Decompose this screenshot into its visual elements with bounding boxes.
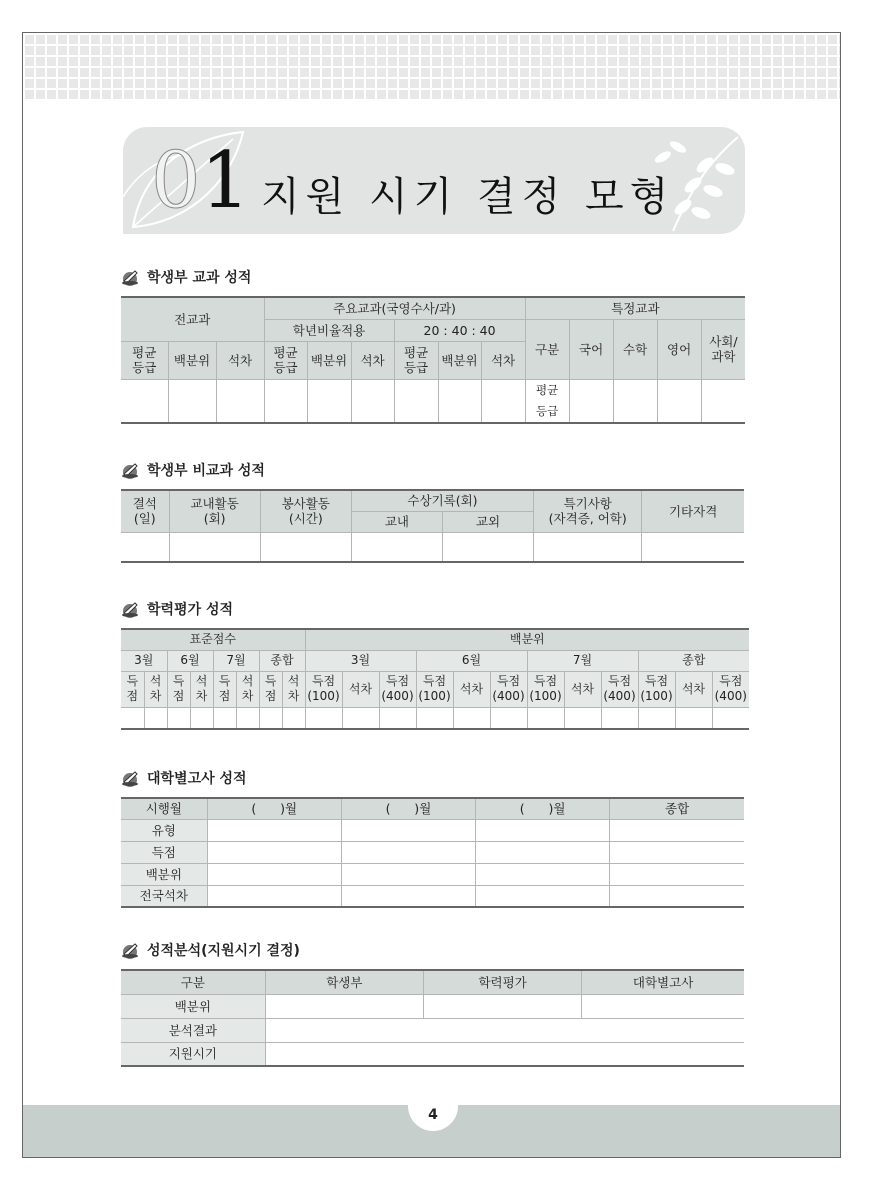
col-rank: 석차 xyxy=(675,671,712,707)
input-cell[interactable] xyxy=(610,863,744,885)
input-cell[interactable] xyxy=(476,863,610,885)
section-mock-exam xyxy=(121,598,747,730)
input-cell[interactable] xyxy=(236,707,259,729)
section-analysis xyxy=(121,939,744,1067)
header-mock-exam: 학력평가 xyxy=(423,970,581,994)
header-ratio-label: 학년비율적용 xyxy=(264,319,394,341)
col-avg-grade: 평균 등급 xyxy=(394,341,438,379)
header-month-blank: ( )월 xyxy=(207,798,341,819)
university-exam-table xyxy=(121,797,744,908)
col-rank: 석차 xyxy=(351,341,394,379)
pencil-icon xyxy=(121,461,139,479)
row-label-type: 유형 xyxy=(121,819,207,841)
header-absence: 결석 (일) xyxy=(121,490,169,532)
col-score-100: 득점 (100) xyxy=(638,671,675,707)
section-school-record-grades xyxy=(121,266,744,424)
header-month: 3월 xyxy=(121,650,167,671)
input-cell[interactable] xyxy=(416,707,453,729)
input-cell[interactable] xyxy=(638,707,675,729)
input-cell[interactable] xyxy=(265,1018,744,1042)
input-cell[interactable] xyxy=(264,379,307,423)
input-cell[interactable] xyxy=(701,379,745,423)
page-frame xyxy=(22,32,841,1158)
header-all-subjects: 전교과 xyxy=(121,297,264,341)
col-percentile: 백분위 xyxy=(307,341,351,379)
input-cell[interactable] xyxy=(121,379,168,423)
header-category: 구분 xyxy=(121,970,265,994)
section-university-exam xyxy=(121,767,744,908)
col-score: 득 점 xyxy=(259,671,282,707)
col-rank: 석 차 xyxy=(236,671,259,707)
pencil-icon xyxy=(121,600,139,618)
section-title: 대학별고사 성적 xyxy=(147,771,247,787)
input-cell[interactable] xyxy=(610,885,744,907)
input-cell[interactable] xyxy=(610,819,744,841)
header-month-blank: ( )월 xyxy=(476,798,610,819)
col-percentile: 백분위 xyxy=(438,341,481,379)
col-score-400: 득점 (400) xyxy=(379,671,416,707)
col-score-400: 득점 (400) xyxy=(712,671,749,707)
input-cell[interactable] xyxy=(341,841,475,863)
row-label-analysis-result: 분석결과 xyxy=(121,1018,265,1042)
input-cell[interactable] xyxy=(453,707,490,729)
header-month: 7월 xyxy=(213,650,259,671)
row-label-avg-grade: 평균 등급 xyxy=(525,379,569,423)
input-cell[interactable] xyxy=(121,532,169,562)
input-cell[interactable] xyxy=(168,379,216,423)
input-cell[interactable] xyxy=(564,707,601,729)
input-cell[interactable] xyxy=(476,819,610,841)
grades-table xyxy=(121,296,745,424)
header-school-record: 학생부 xyxy=(265,970,423,994)
header-subject: 수학 xyxy=(613,319,657,379)
input-cell[interactable] xyxy=(305,707,342,729)
page-number: 4 xyxy=(408,1095,458,1131)
analysis-table xyxy=(121,969,744,1067)
header-subject: 영어 xyxy=(657,319,701,379)
col-score: 득 점 xyxy=(213,671,236,707)
col-score-100: 득점 (100) xyxy=(416,671,453,707)
input-cell[interactable] xyxy=(675,707,712,729)
input-cell[interactable] xyxy=(582,994,744,1018)
header-other-qualifications: 기타자격 xyxy=(642,490,744,532)
header-exam-month: 시행월 xyxy=(121,798,207,819)
input-cell[interactable] xyxy=(341,885,475,907)
row-label-national-rank: 전국석차 xyxy=(121,885,207,907)
col-score-400: 득점 (400) xyxy=(490,671,527,707)
section-title: 성적분석(지원시기 결정) xyxy=(147,943,300,959)
col-score-100: 득점 (100) xyxy=(527,671,564,707)
input-cell[interactable] xyxy=(481,379,525,423)
header-month: 6월 xyxy=(416,650,527,671)
input-cell[interactable] xyxy=(342,707,379,729)
section-non-academic xyxy=(121,459,744,563)
header-total: 종합 xyxy=(610,798,744,819)
header-month: 종합 xyxy=(259,650,305,671)
col-score-100: 득점 (100) xyxy=(305,671,342,707)
input-cell[interactable] xyxy=(642,532,744,562)
row-label-score: 득점 xyxy=(121,841,207,863)
non-academic-table xyxy=(121,489,744,563)
input-cell[interactable] xyxy=(490,707,527,729)
chapter-title: 지원 시기 결정 모형 xyxy=(261,174,675,220)
header-award-internal: 교내 xyxy=(351,511,442,532)
header-grid-pattern xyxy=(23,33,840,99)
input-cell[interactable] xyxy=(213,707,236,729)
col-score: 득 점 xyxy=(167,671,190,707)
input-cell[interactable] xyxy=(610,841,744,863)
col-score: 득 점 xyxy=(121,671,144,707)
input-cell[interactable] xyxy=(476,885,610,907)
input-cell[interactable] xyxy=(379,707,416,729)
section-title: 학생부 교과 성적 xyxy=(147,270,252,286)
input-cell[interactable] xyxy=(569,379,613,423)
header-university-exam: 대학별고사 xyxy=(582,970,744,994)
input-cell[interactable] xyxy=(307,379,351,423)
input-cell[interactable] xyxy=(260,532,351,562)
row-label-application-timing: 지원시기 xyxy=(121,1042,265,1066)
input-cell[interactable] xyxy=(282,707,305,729)
input-cell[interactable] xyxy=(442,532,533,562)
input-cell[interactable] xyxy=(394,379,438,423)
input-cell[interactable] xyxy=(259,707,282,729)
header-month: 6월 xyxy=(167,650,213,671)
col-rank: 석차 xyxy=(453,671,490,707)
header-month: 종합 xyxy=(638,650,749,671)
input-cell[interactable] xyxy=(438,379,481,423)
col-rank: 석차 xyxy=(564,671,601,707)
input-cell[interactable] xyxy=(265,1042,744,1066)
input-cell[interactable] xyxy=(207,885,341,907)
header-special-notes: 특기사항 (자격증, 어학) xyxy=(534,490,642,532)
input-cell[interactable] xyxy=(144,707,167,729)
header-awards: 수상기록(회) xyxy=(351,490,533,511)
chapter-title-box xyxy=(123,127,745,234)
header-award-external: 교외 xyxy=(442,511,533,532)
col-rank: 석차 xyxy=(481,341,525,379)
col-rank: 석 차 xyxy=(144,671,167,707)
header-subject: 사회/ 과학 xyxy=(701,319,745,379)
input-cell[interactable] xyxy=(341,863,475,885)
section-title: 학생부 비교과 성적 xyxy=(147,463,265,479)
pencil-icon xyxy=(121,268,139,286)
input-cell[interactable] xyxy=(265,994,423,1018)
input-cell[interactable] xyxy=(527,707,564,729)
col-score-400: 득점 (400) xyxy=(601,671,638,707)
input-cell[interactable] xyxy=(207,863,341,885)
input-cell[interactable] xyxy=(534,532,642,562)
header-month: 7월 xyxy=(527,650,638,671)
header-ratio: 20 : 40 : 40 xyxy=(394,319,525,341)
input-cell[interactable] xyxy=(216,379,264,423)
header-standard-score: 표준점수 xyxy=(121,629,305,650)
col-avg-grade: 평균 등급 xyxy=(264,341,307,379)
input-cell[interactable] xyxy=(351,532,442,562)
row-label-percentile: 백분위 xyxy=(121,994,265,1018)
row-label-percentile: 백분위 xyxy=(121,863,207,885)
input-cell[interactable] xyxy=(476,841,610,863)
col-rank: 석 차 xyxy=(190,671,213,707)
pencil-icon xyxy=(121,769,139,787)
input-cell[interactable] xyxy=(207,841,341,863)
header-main-subjects: 주요교과(국영수사/과) xyxy=(264,297,525,319)
input-cell[interactable] xyxy=(190,707,213,729)
col-avg-grade: 평균 등급 xyxy=(121,341,168,379)
col-rank: 석 차 xyxy=(282,671,305,707)
input-cell[interactable] xyxy=(121,707,144,729)
input-cell[interactable] xyxy=(657,379,701,423)
chapter-number: 01 xyxy=(151,136,251,226)
header-school-activity: 교내활동 (회) xyxy=(169,490,260,532)
input-cell[interactable] xyxy=(207,819,341,841)
input-cell[interactable] xyxy=(712,707,749,729)
pencil-icon xyxy=(121,941,139,959)
header-percentile: 백분위 xyxy=(305,629,749,650)
input-cell[interactable] xyxy=(601,707,638,729)
leaf-branch-decoration-icon xyxy=(643,127,745,234)
input-cell[interactable] xyxy=(351,379,394,423)
header-special-subjects: 특정교과 xyxy=(525,297,745,319)
header-subject: 국어 xyxy=(569,319,613,379)
input-cell[interactable] xyxy=(423,994,581,1018)
header-month: 3월 xyxy=(305,650,416,671)
header-month-blank: ( )월 xyxy=(341,798,475,819)
input-cell[interactable] xyxy=(167,707,190,729)
input-cell[interactable] xyxy=(613,379,657,423)
col-rank: 석차 xyxy=(342,671,379,707)
col-rank: 석차 xyxy=(216,341,264,379)
input-cell[interactable] xyxy=(169,532,260,562)
col-percentile: 백분위 xyxy=(168,341,216,379)
header-volunteer: 봉사활동 (시간) xyxy=(260,490,351,532)
header-gubun: 구분 xyxy=(525,319,569,379)
section-title: 학력평가 성적 xyxy=(147,602,234,618)
input-cell[interactable] xyxy=(341,819,475,841)
mock-exam-table xyxy=(121,628,749,730)
